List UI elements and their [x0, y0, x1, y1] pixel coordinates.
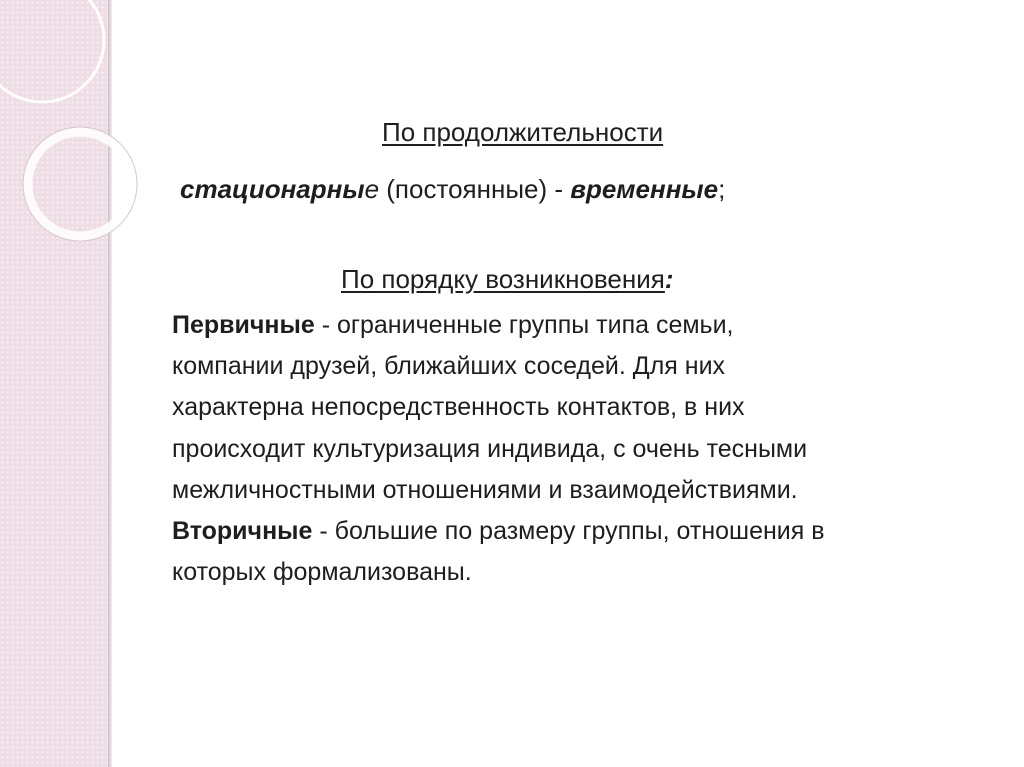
primary-text-1: - ограниченные группы типа семьи, — [314, 311, 734, 339]
primary-line-5: межличностными отношениями и взаимодействиями. — [172, 476, 798, 504]
term-primary: Первичные — [172, 311, 315, 339]
term-permanent-paren: (постоянные) - — [379, 174, 571, 204]
term-secondary: Вторичные — [172, 517, 313, 545]
primary-line-3: характерна непосредственность контактов, в них — [172, 393, 745, 421]
primary-line-1 — [172, 310, 734, 340]
heading-origin-line — [341, 264, 674, 294]
heading-origin: По порядку возникновения — [341, 264, 665, 294]
secondary-text-1: - большие по размеру группы, отношения в — [312, 517, 825, 545]
heading-duration: По продолжительности — [382, 117, 664, 147]
primary-line-4: происходит культуризация индивида, с очень тесными — [172, 435, 808, 463]
duration-line — [180, 174, 725, 204]
term-stationary: стационарны — [180, 174, 365, 204]
heading-origin-colon: : — [664, 264, 674, 294]
semicolon: ; — [718, 174, 726, 204]
term-temporary: временные — [570, 174, 719, 204]
primary-line-2: компании друзей, ближайших соседей. Для них — [172, 352, 726, 380]
secondary-line-1 — [172, 516, 825, 546]
term-stationary-ending: е — [364, 174, 380, 204]
secondary-line-2: которых формализованы. — [172, 558, 472, 586]
